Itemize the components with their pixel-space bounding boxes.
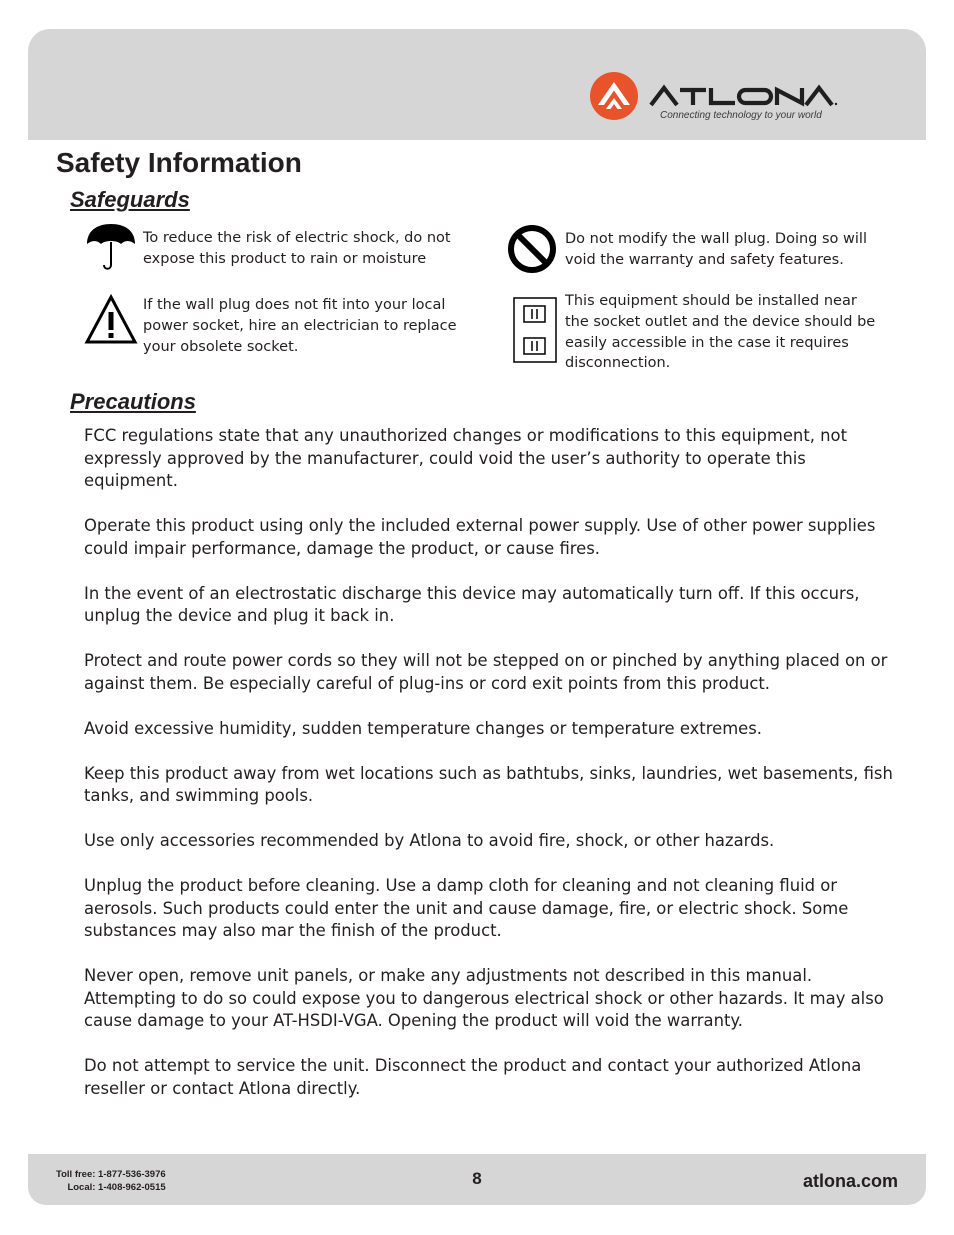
umbrella-icon	[85, 222, 137, 272]
precaution-paragraph: Do not attempt to service the unit. Disconnect the product and contact your authorized Atlona reseller or contact Atlona directly.	[84, 1056, 862, 1098]
safeguard-text: Do not modify the wall plug. Doing so will void the warranty and safety features.	[565, 231, 867, 268]
safeguard-text: If the wall plug does not fit into your local power socket, hire an electrician to replace your obsolete socket.	[143, 297, 457, 355]
local-number: Local: 1-408-962-0515	[67, 1182, 166, 1193]
page-footer	[28, 1154, 926, 1205]
precaution-paragraph: In the event of an electrostatic discharge this device may automatically turn off. If this occurs, unplug the device and plug it back in.	[84, 583, 860, 625]
precaution-paragraph: FCC regulations state that any unauthorized changes or modifications to this equipment, not expressly approved by the manufacturer, could void the user’s authority to operate this equipment.	[84, 426, 848, 490]
precaution-paragraph: Unplug the product before cleaning. Use a damp cloth for cleaning and not cleaning fluid or aerosols. Such products could enter the unit and cause damage, fire, or electric shock. Some substances may also mar the finish of the product.	[84, 876, 849, 940]
precaution-paragraph: Never open, remove unit panels, or make any adjustments not described in this manual. Attempting to do so could expose you to dangerous electrical shock or other hazards. It may also cause damage to your AT-HSDI-VGA. Opening the product will void the warranty.	[84, 966, 884, 1030]
precaution-paragraph: Protect and route power cords so they will not be stepped on or pinched by anything placed on or against them. Be especially careful of plug-ins or cord exit points from this product.	[84, 651, 888, 693]
precautions-list	[84, 425, 904, 1123]
safeguards-heading: Safeguards	[70, 187, 190, 212]
wall-outlet-icon	[513, 297, 557, 363]
warning-triangle-icon	[84, 293, 138, 345]
precautions-heading: Precautions	[70, 389, 196, 414]
logo-roundel-icon	[590, 72, 638, 120]
safeguard-text: To reduce the risk of electric shock, do not expose this product to rain or moisture	[143, 230, 451, 267]
prohibited-icon	[506, 223, 558, 275]
toll-free-number: Toll free: 1-877-536-3976	[56, 1169, 166, 1180]
page-number: 8	[472, 1169, 482, 1188]
precaution-paragraph: Operate this product using only the included external power supply. Use of other power supplies could impair performance, damage the product, or cause fires.	[84, 516, 876, 558]
precaution-paragraph: Use only accessories recommended by Atlona to avoid fire, shock, or other hazards.	[84, 831, 775, 850]
contact-phones	[56, 1168, 166, 1194]
safeguard-text: This equipment should be installed near the socket outlet and the device should be easily accessible in the case it requires disconnection.	[565, 293, 876, 372]
precaution-paragraph: Avoid excessive humidity, sudden temperature changes or temperature extremes.	[84, 718, 763, 738]
page-title: Safety Information	[56, 147, 302, 178]
logo-tagline: Connecting technology to your world	[660, 110, 822, 121]
precaution-paragraph: Keep this product away from wet locations such as bathtubs, sinks, laundries, wet basements, fish tanks, and swimming pools.	[84, 763, 893, 805]
website-link[interactable]: atlona.com	[802, 1171, 898, 1191]
